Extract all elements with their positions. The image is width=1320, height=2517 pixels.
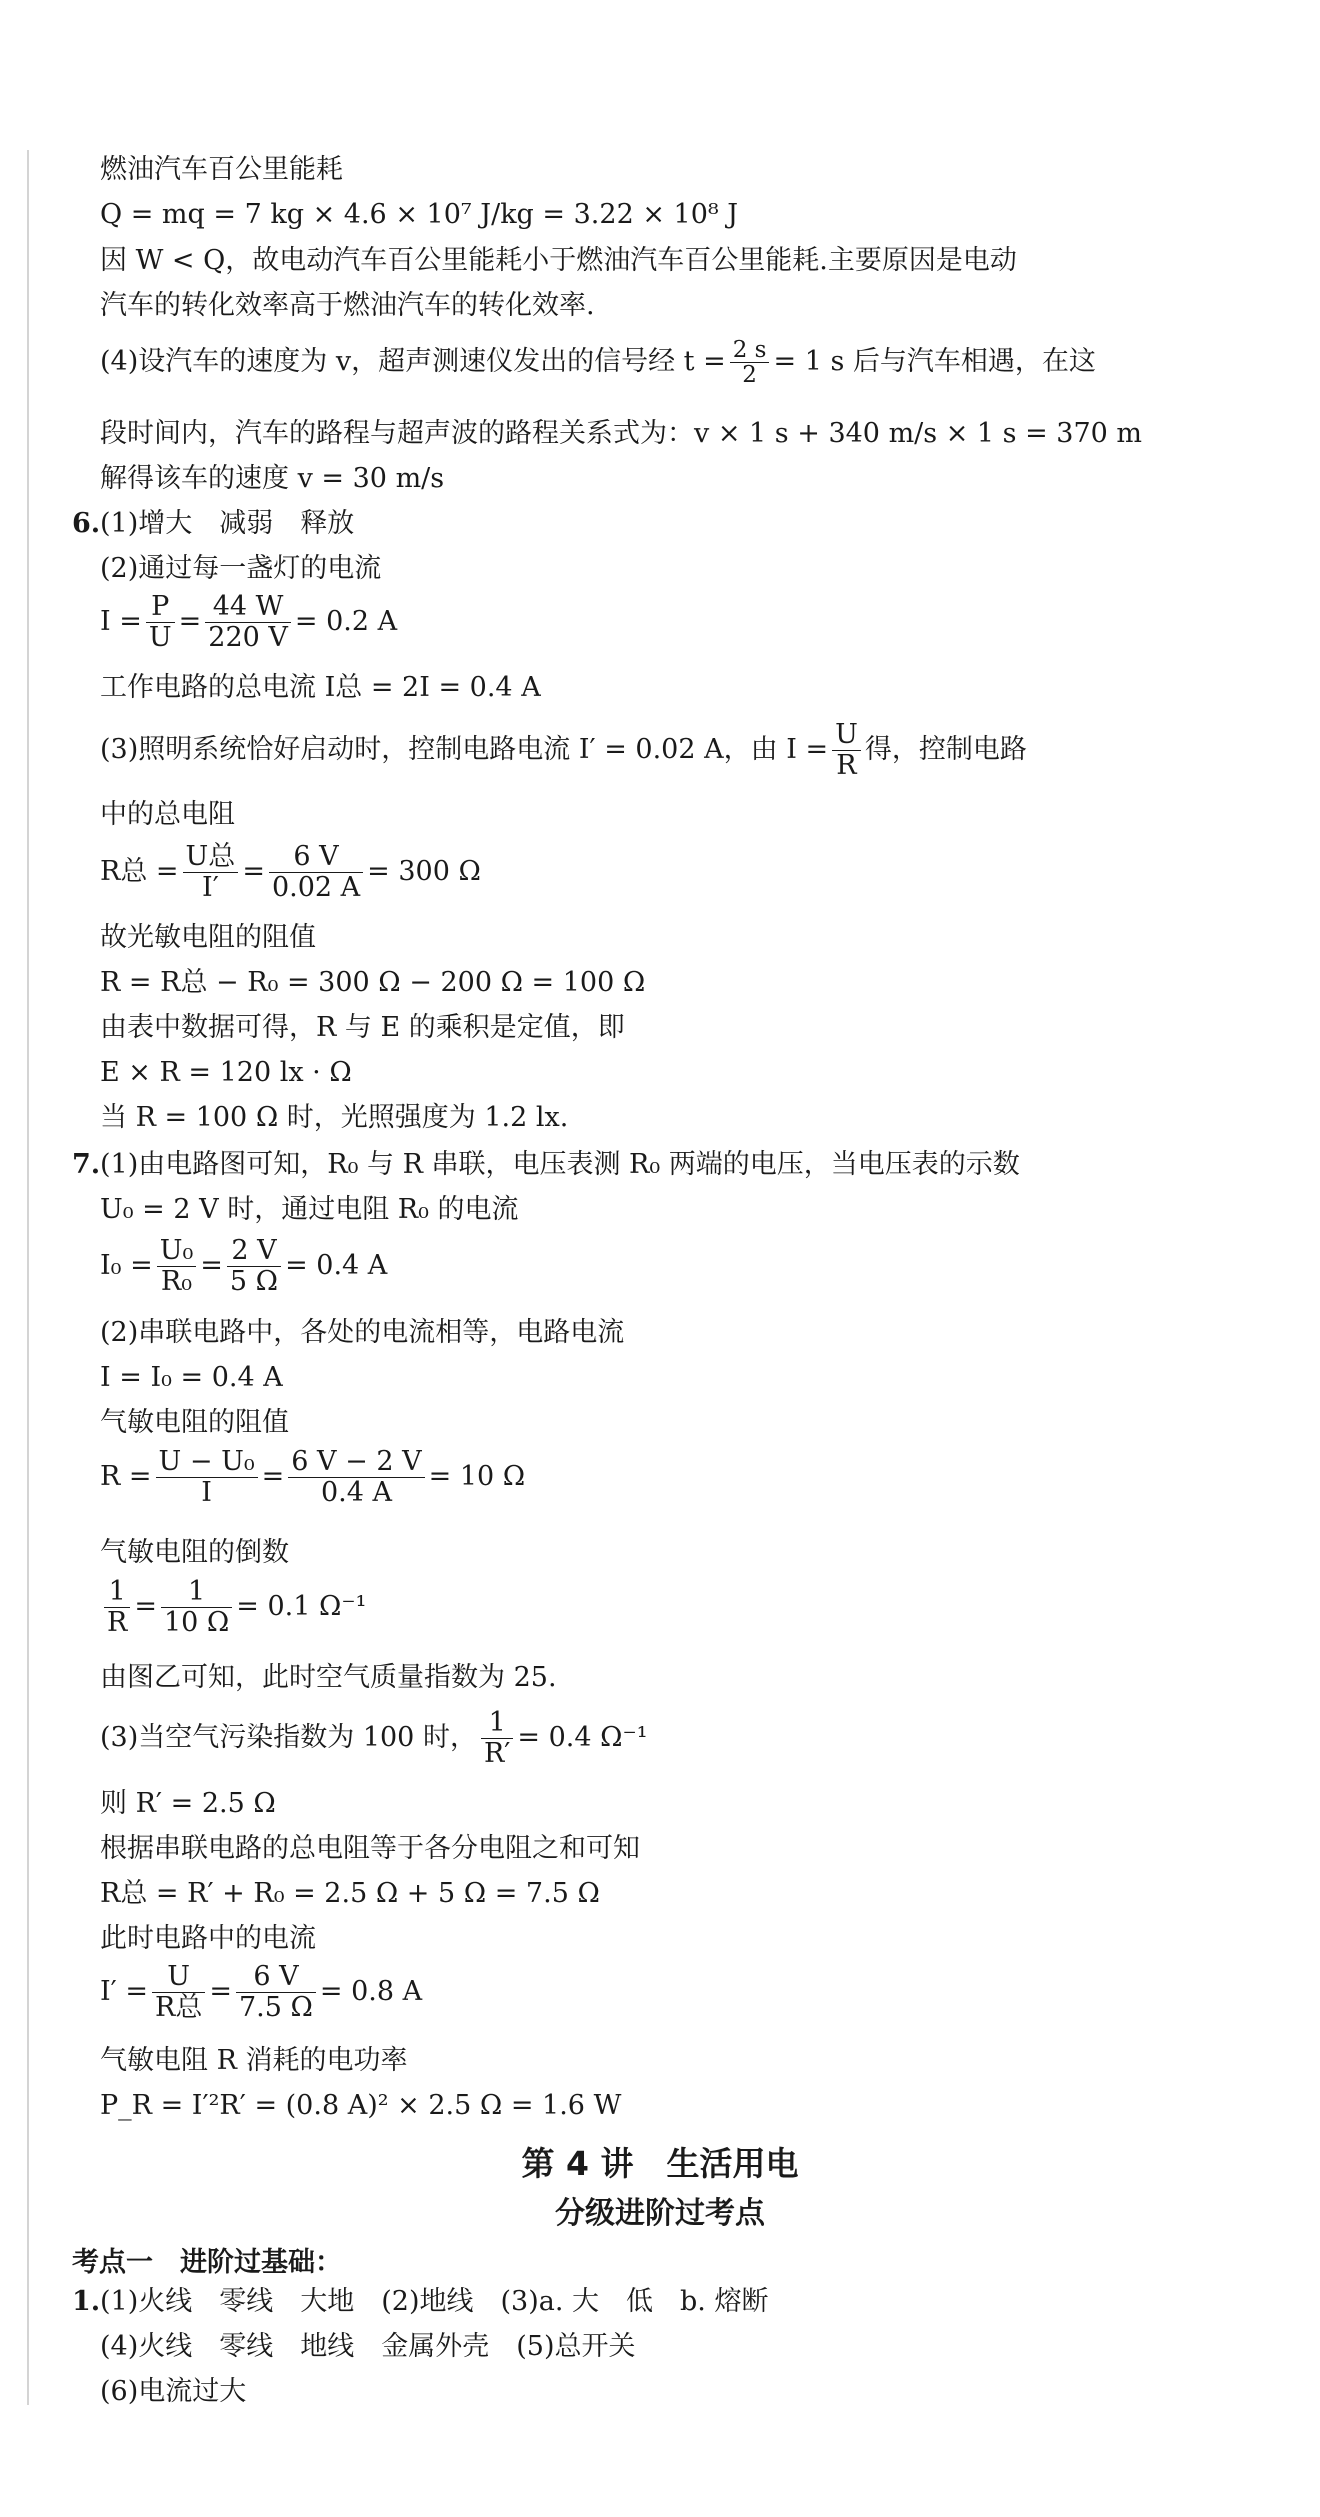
q5-line-6: 段时间内，汽车的路程与超声波的路程关系式为：v × 1 s + 340 m/s × 1 s = 370 m bbox=[100, 418, 1143, 449]
fraction bbox=[227, 1236, 281, 1297]
s-q1-line-1: (1)火线 零线 大地 (2)地线 (3)a. 大 低 b. 熔断 bbox=[100, 2286, 769, 2317]
fraction bbox=[205, 592, 291, 653]
q7-line-6: 气敏电阻的阻值 bbox=[100, 1407, 289, 1438]
fraction bbox=[183, 842, 239, 903]
q5-line-1: 燃油汽车百公里能耗 bbox=[100, 154, 343, 185]
q6-number: 6. bbox=[72, 508, 101, 539]
fraction-denominator: R总 bbox=[155, 1992, 203, 2023]
fraction-numerator: P bbox=[146, 592, 175, 623]
formula-lhs: R总 = bbox=[100, 856, 179, 887]
fraction bbox=[269, 842, 363, 903]
fraction-numerator: 44 W bbox=[205, 592, 291, 623]
q7-line-15: 此时电路中的电流 bbox=[100, 1923, 316, 1954]
q6-line-5-text-a: (3)照明系统恰好启动时，控制电路电流 I′ = 0.02 A，由 I = bbox=[100, 734, 829, 765]
q7-line-14: R总 = R′ + R₀ = 2.5 Ω + 5 Ω = 7.5 Ω bbox=[100, 1878, 600, 1909]
fraction-denominator: 5 Ω bbox=[229, 1266, 279, 1297]
fraction bbox=[157, 1236, 197, 1297]
fraction-numerator: 2 V bbox=[227, 1236, 281, 1267]
fraction bbox=[146, 592, 175, 653]
q5-line-2: Q = mq = 7 kg × 4.6 × 10⁷ J/kg = 3.22 × 10⁸ J bbox=[100, 199, 739, 230]
q7-number: 7. bbox=[72, 1149, 101, 1180]
formula-rhs: = 10 Ω bbox=[428, 1461, 526, 1492]
kaodian-heading: 考点一 进阶过基础： bbox=[72, 2247, 342, 2278]
fraction-numerator: 1 bbox=[161, 1577, 232, 1608]
q5-line-5 bbox=[100, 338, 1096, 387]
fraction-denominator: 220 V bbox=[208, 622, 288, 653]
section-subtitle: 分级进阶过考点 bbox=[555, 2196, 765, 2231]
q5-line-4: 汽车的转化效率高于燃油汽车的转化效率. bbox=[100, 290, 595, 321]
q7-line-2: U₀ = 2 V 时，通过电阻 R₀ 的电流 bbox=[100, 1194, 519, 1225]
formula-rhs: = 300 Ω bbox=[367, 856, 481, 887]
q6-line-11: E × R = 120 lx · Ω bbox=[100, 1057, 352, 1088]
q6-line-6: 中的总电阻 bbox=[100, 799, 235, 830]
fraction-denominator: 10 Ω bbox=[163, 1607, 230, 1638]
q7-line-18: P_R = I′²R′ = (0.8 A)² × 2.5 Ω = 1.6 W bbox=[100, 2090, 622, 2121]
s-q1-line-2: (4)火线 零线 地线 金属外壳 (5)总开关 bbox=[100, 2331, 636, 2362]
fraction-denominator: I′ bbox=[202, 872, 219, 903]
q7-line-4: (2)串联电路中，各处的电流相等，电路电流 bbox=[100, 1317, 625, 1348]
fraction-numerator: 6 V bbox=[236, 1962, 316, 1993]
q7-formula-current: I′ = U R总 = $\frac{6 V}{7.5 \Omega}$ = 0.8 A bbox=[100, 1961, 423, 2023]
q7-formula-i0: I₀ = $\frac{\text{U₀}}{\text{R₀}}$ = $\frac{2 V}{5 \Omega}$ = 0.4 A bbox=[100, 1235, 388, 1297]
left-margin-rule bbox=[27, 150, 29, 2405]
q5-line-5-text-a: (4)设汽车的速度为 v，超声测速仪发出的信号经 t = bbox=[100, 346, 726, 377]
fraction-denominator: R₀ bbox=[160, 1266, 193, 1297]
fraction-numerator: U bbox=[152, 1962, 205, 1993]
fraction bbox=[832, 720, 861, 781]
q6-formula-current: I = $\frac{P}{U}$ = $\frac{44 W}{220 V}$ = 0.2 A bbox=[100, 591, 398, 653]
q7-line-8: 气敏电阻的倒数 bbox=[100, 1537, 289, 1568]
fraction-numerator: U bbox=[832, 720, 861, 751]
s-q1-line-3: (6)电流过大 bbox=[100, 2376, 247, 2407]
section-title: 第 4 讲 生活用电 bbox=[521, 2144, 799, 2183]
q6-line-1: (1)增大 减弱 释放 bbox=[100, 508, 355, 539]
q5-line-5-text-b: = 1 s 后与汽车相遇，在这 bbox=[773, 346, 1096, 377]
fraction bbox=[152, 1962, 205, 2023]
fraction-denominator: 0.4 A bbox=[320, 1477, 392, 1508]
q7-line-12: 则 R′ = 2.5 Ω bbox=[100, 1788, 276, 1819]
q6-line-4: 工作电路的总电流 I总 = 2I = 0.4 A bbox=[100, 672, 541, 703]
fraction-denominator: R′ bbox=[483, 1738, 511, 1769]
fraction bbox=[156, 1447, 258, 1508]
q6-formula-resistance: R总 = U总 I′ = $\frac{6 V}{0.02 A}$ = 300 Ω bbox=[100, 841, 481, 903]
q7-line-5: I = I₀ = 0.4 A bbox=[100, 1362, 283, 1393]
q7-line-11-text-b: = 0.4 Ω⁻¹ bbox=[517, 1722, 648, 1753]
formula-lhs: I₀ = bbox=[100, 1250, 153, 1281]
fraction bbox=[236, 1962, 316, 2023]
q7-line-10: 由图乙可知，此时空气质量指数为 25. bbox=[100, 1662, 557, 1693]
s-q1-number: 1. bbox=[72, 2286, 101, 2317]
fraction-numerator: U₀ bbox=[157, 1236, 197, 1267]
fraction-numerator: U总 bbox=[183, 842, 239, 873]
q6-line-10: 由表中数据可得，R 与 E 的乘积是定值，即 bbox=[100, 1012, 625, 1043]
q7-line-11-text-a: (3)当空气污染指数为 100 时， bbox=[100, 1722, 477, 1753]
q7-line-13: 根据串联电路的总电阻等于各分电阻之和可知 bbox=[100, 1833, 640, 1864]
fraction bbox=[730, 338, 770, 387]
q6-line-2: (2)通过每一盏灯的电流 bbox=[100, 553, 382, 584]
q6-line-5 bbox=[100, 720, 1027, 781]
q5-line-3: 因 W < Q，故电动汽车百公里能耗小于燃油汽车百公里能耗.主要原因是电动 bbox=[100, 245, 1017, 276]
q7-formula-reciprocal: $\frac{1}{R}$ = $\frac{1}{10 \Omega}$ = 0.1 Ω⁻¹ bbox=[100, 1577, 367, 1638]
formula-lhs: R = bbox=[100, 1461, 152, 1492]
fraction-numerator: 6 V − 2 V bbox=[288, 1447, 424, 1478]
q7-line-17: 气敏电阻 R 消耗的电功率 bbox=[100, 2045, 408, 2076]
fraction-numerator: 6 V bbox=[269, 842, 363, 873]
formula-lhs: I′ = bbox=[100, 1976, 149, 2007]
q7-line-11 bbox=[100, 1708, 648, 1769]
fraction bbox=[104, 1577, 130, 1638]
fraction-denominator: 7.5 Ω bbox=[238, 1992, 313, 2023]
q6-line-8: 故光敏电阻的阻值 bbox=[100, 922, 316, 953]
fraction-numerator: U − U₀ bbox=[156, 1447, 258, 1478]
q6-line-12: 当 R = 100 Ω 时，光照强度为 1.2 lx. bbox=[100, 1102, 569, 1133]
fraction-denominator: R bbox=[107, 1607, 128, 1638]
q6-line-9: R = R总 − R₀ = 300 Ω − 200 Ω = 100 Ω bbox=[100, 967, 646, 998]
q5-line-7: 解得该车的速度 v = 30 m/s bbox=[100, 463, 445, 494]
fraction bbox=[481, 1708, 513, 1769]
fraction-numerator: 1 bbox=[481, 1708, 513, 1739]
fraction-denominator: U bbox=[148, 622, 172, 653]
formula-rhs: = 0.1 Ω⁻¹ bbox=[236, 1591, 367, 1622]
q7-formula-r: R = $\frac{\text{U − U₀}}{I}$ = $\frac{6 V - 2 V}{0.4 A}$ = 10 Ω bbox=[100, 1446, 526, 1508]
q6-line-5-text-b: 得，控制电路 bbox=[864, 734, 1027, 765]
fraction-denominator: 2 bbox=[742, 362, 757, 388]
fraction-numerator: 2 s bbox=[730, 338, 770, 363]
q7-line-1: (1)由电路图可知，R₀ 与 R 串联，电压表测 R₀ 两端的电压，当电压表的示数 bbox=[100, 1149, 1020, 1180]
formula-lhs: I = bbox=[100, 606, 142, 637]
fraction bbox=[288, 1447, 424, 1508]
formula-rhs: = 0.4 A bbox=[285, 1250, 388, 1281]
fraction bbox=[161, 1577, 232, 1638]
formula-rhs: = 0.8 A bbox=[319, 1976, 423, 2007]
formula-rhs: = 0.2 A bbox=[294, 606, 398, 637]
fraction-denominator: 0.02 A bbox=[271, 872, 361, 903]
fraction-numerator: 1 bbox=[104, 1577, 130, 1608]
fraction-denominator: I bbox=[201, 1477, 212, 1508]
fraction-denominator: R bbox=[836, 750, 857, 781]
